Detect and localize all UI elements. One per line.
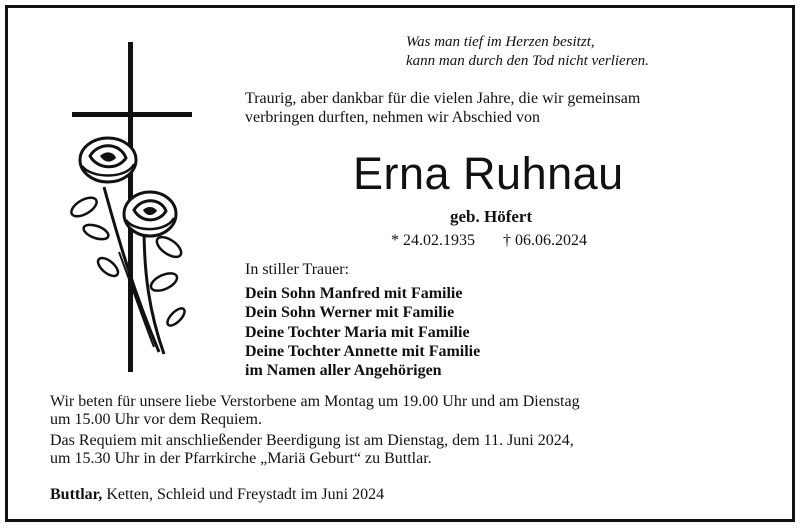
mourners-list (245, 284, 480, 380)
quote-line: Was man tief im Herzen besitzt, (406, 34, 595, 50)
death-date: † 06.06.2024 (503, 232, 587, 249)
mourner-item: Deine Tochter Maria mit Familie (245, 323, 470, 341)
mourner-item: im Namen aller Angehörigen (245, 362, 442, 380)
requiem-line: Das Requiem mit anschließender Beerdigung ist am Dienstag, dem 11. Juni 2024, (50, 432, 574, 449)
life-dates (391, 232, 587, 250)
intro-text (245, 89, 715, 127)
prayer-line: Wir beten für unsere liebe Verstorbene am Montag um 19.00 Uhr und am Dienstag (50, 393, 580, 410)
requiem-line: um 15.30 Uhr in der Pfarrkirche „Mariä Geburt“ zu Buttlar. (50, 450, 432, 467)
requiem-notice (50, 432, 770, 468)
maiden-name: geb. Höfert (450, 207, 533, 226)
prayer-notice (50, 393, 770, 429)
prayer-line: um 15.00 Uhr vor dem Requiem. (50, 411, 262, 428)
deceased-name: Erna Ruhnau (353, 148, 624, 199)
memorial-quote (406, 33, 746, 71)
mourner-item: Dein Sohn Manfred mit Familie (245, 285, 463, 302)
birth-date: * 24.02.1935 (391, 232, 475, 249)
intro-line: verbringen durften, nehmen wir Abschied von (245, 109, 541, 126)
mourner-item: Deine Tochter Annette mit Familie (245, 342, 481, 360)
cross-with-roses-icon (64, 42, 199, 382)
mourner-item: Dein Sohn Werner mit Familie (245, 304, 455, 322)
intro-line: Traurig, aber dankbar für die vielen Jahre, die wir gemeinsam (245, 90, 641, 107)
closing-place: Buttlar, (50, 486, 103, 503)
service-notices (50, 393, 770, 471)
obituary-notice (5, 5, 795, 522)
closing-line (50, 486, 384, 504)
mourning-label: In stiller Trauer: (245, 261, 349, 278)
quote-line: kann man durch den Tod nicht verlieren. (406, 53, 649, 69)
closing-rest: Ketten, Schleid und Freystadt im Juni 2024 (102, 486, 385, 503)
